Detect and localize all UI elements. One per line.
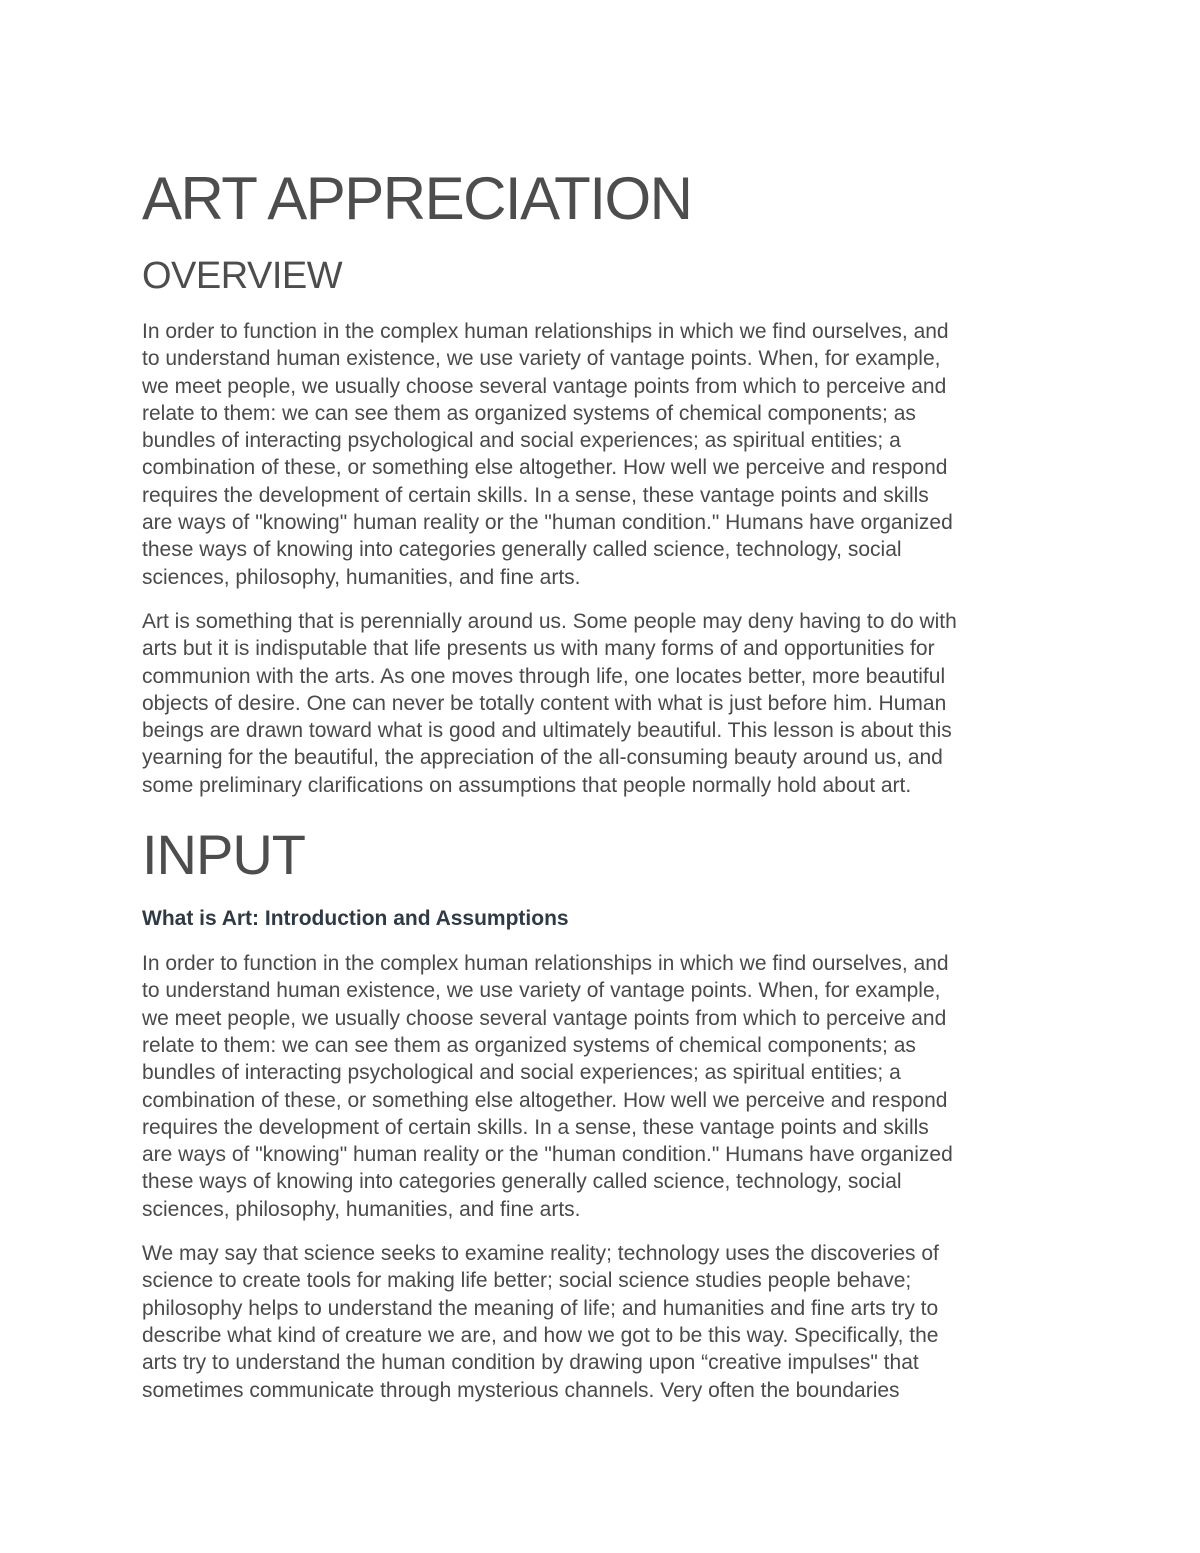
input-subheading: What is Art: Introduction and Assumptions bbox=[142, 907, 569, 931]
overview-paragraph-1: In order to function in the complex human relationships in which we find ourselves, and to understand human existence, we use variety of vantage points. When, for example, we meet people, we usually choose several vantage points from which to perceive and relate to them: we can see them as organized systems of chemical components; as bundles of interacting psychological and social experiences; as spiritual entities; a combination of these, or something else altogether. How well we perceive and respond requires the development of certain skills. In a sense, these vantage points and skills are ways of "knowing" human reality or the "human condition." Humans have organized these ways of knowing into categories generally called science, technology, social sciences, philosophy, humanities, and fine arts. bbox=[142, 320, 953, 589]
input-paragraph-2: We may say that science seeks to examine reality; technology uses the discoveries of science to create tools for making life better; social science studies people behave; philosophy helps to understand the meaning of life; and humanities and fine arts try to describe what kind of creature we are, and how we got to be this way. Specifically, the arts try to understand the human condition by drawing upon “creative impulses" that sometimes communicate through mysterious channels. Very often the boundaries bbox=[142, 1242, 939, 1402]
overview-heading: OVERVIEW bbox=[142, 255, 343, 297]
document-title: ART APPRECIATION bbox=[142, 165, 692, 232]
input-paragraph-1: In order to function in the complex human relationships in which we find ourselves, and to understand human existence, we use variety of vantage points. When, for example, we meet people, we usually choose several vantage points from which to perceive and relate to them: we can see them as organized systems of chemical components; as bundles of interacting psychological and social experiences; as spiritual entities; a combination of these, or something else altogether. How well we perceive and respond requires the development of certain skills. In a sense, these vantage points and skills are ways of "knowing" human reality or the "human condition." Humans have organized these ways of knowing into categories generally called science, technology, social sciences, philosophy, humanities, and fine arts. bbox=[142, 952, 953, 1221]
overview-paragraph-2: Art is something that is perennially around us. Some people may deny having to do with arts but it is indisputable that life presents us with many forms of and opportunities for communion with the arts. As one moves through life, one locates better, more beautiful objects of desire. One can never be totally content with what is just before him. Human beings are drawn toward what is good and ultimately beautiful. This lesson is about this yearning for the beautiful, the appreciation of the all-consuming beauty around us, and some preliminary clarifications on assumptions that people normally hold about art. bbox=[142, 609, 957, 797]
document-body bbox=[142, 162, 1062, 1421]
input-heading: INPUT bbox=[142, 823, 305, 887]
